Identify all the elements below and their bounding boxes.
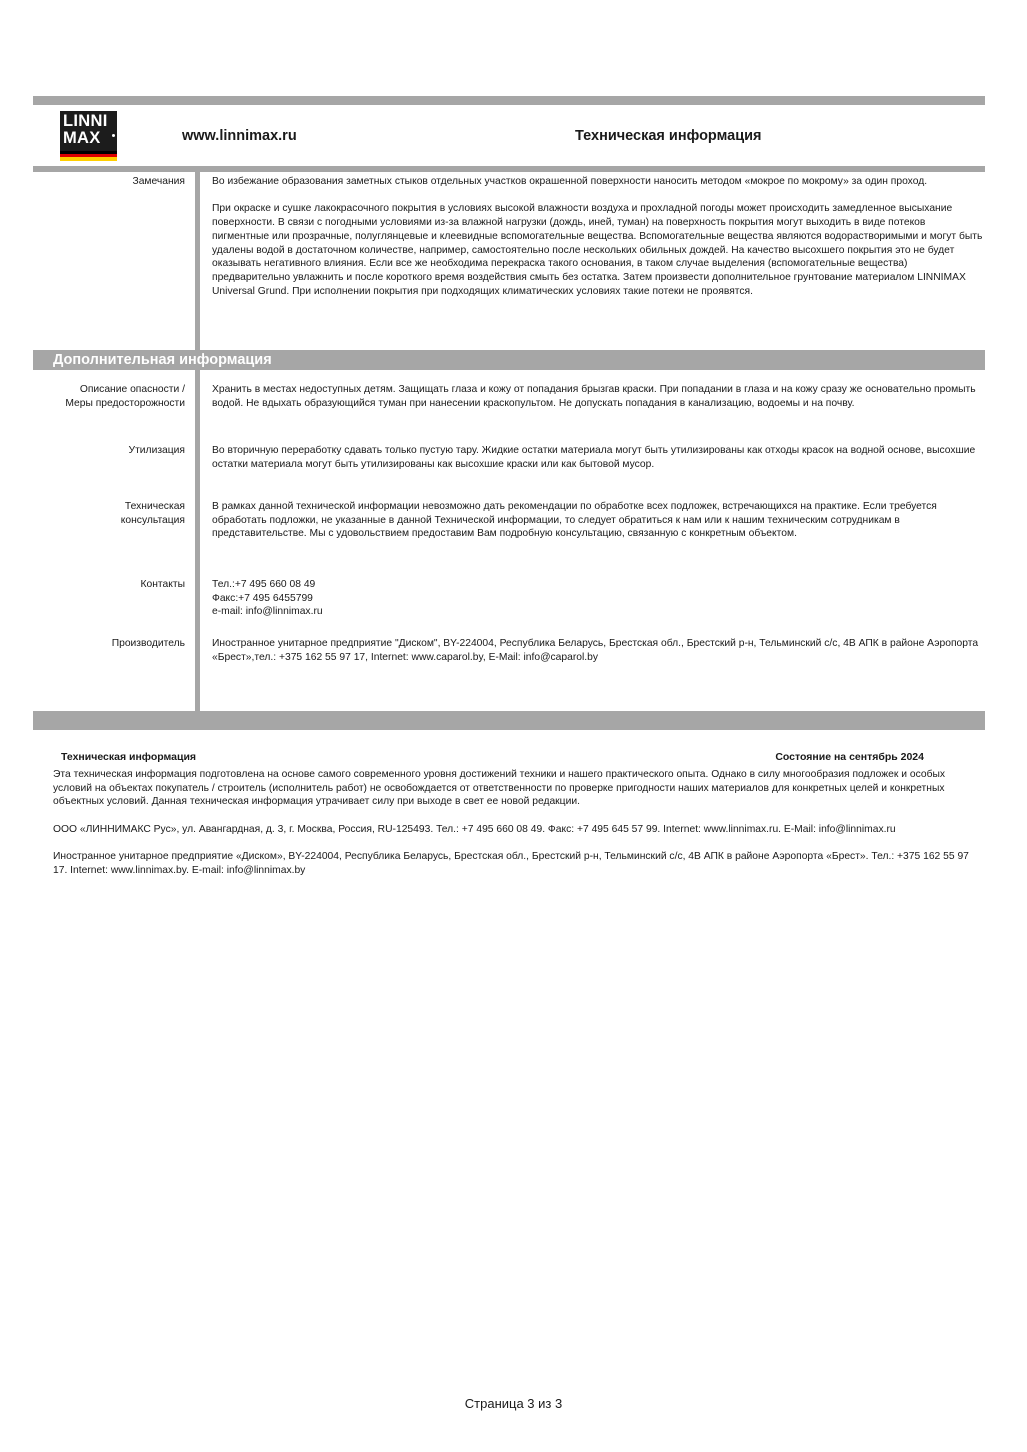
site-url[interactable]: www.linnimax.ru (182, 128, 297, 144)
linnimax-logo (60, 111, 117, 161)
section-title: Дополнительная информация (53, 352, 272, 368)
contacts-text (212, 578, 984, 619)
contact-fax: Факс:+7 495 6455799 (212, 592, 313, 604)
header-rule (33, 166, 985, 172)
remarks-text (212, 175, 984, 298)
footer-doc-title: Техническая информация (61, 751, 197, 763)
top-rule (33, 96, 985, 105)
bottom-rule (33, 711, 985, 730)
hazard-text: Хранить в местах недоступных детям. Защищать глаза и кожу от попадания брызгав краски. При попадании в глаза и на кожу сразу же основательно промыть водой. Не вдыхать образующийся туман при нанесении краскопультом. Не допускать попадания в канализацию, водоемы и на почву. (212, 384, 976, 409)
contacts-label: Контакты (140, 579, 185, 590)
remarks-label: Замечания (132, 176, 185, 187)
column-divider (195, 172, 200, 350)
section-header-bar (33, 350, 985, 370)
disposal-text: Во вторичную переработку сдавать только пустую тару. Жидкие остатки материала могут быть утилизированы как отходы красок на водной основе, высохшие остатки материала могут быть утилизированы как высохшие краски или как бытовой мусор. (212, 445, 976, 470)
page-number: Страница 3 из 3 (464, 1396, 563, 1411)
logo-line-2: MAX (63, 129, 101, 147)
hazard-label: Описание опасности / Меры предосторожности (65, 384, 185, 409)
remarks-paragraph-2: При окраске и сушке лакокрасочного покрытия в условиях высокой влажности воздуха и прохладной погоды может происходить замедленное высыхание поверхности. В связи с погодными условиями из-за влажной нагрузки (дождь, иней, туман) на поверхность покрытия могут выходить в виде потеков пигментные или прозрачные, полуглянцевые и клеевидные вспомогательные вещества. Вспомогательные вещества являются водорастворимыми и могут быть удалены водой в достаточном количестве, например, самостоятельно после нескольких обильных дождей. На качество высохшего покрытия это не будет оказывать негативного влияния. Если все же необходима перекраска такого основания, в таком случае выделения (вспомогательные вещества) предварительно увлажнить и после короткого время воздействия смыть без остатка. Затем произвести дополнительное грунтование материалом LINNIMAX Universal Grund. При исполнении покрытия при подходящих климатических условиях такие потеки не проявятся. (212, 203, 983, 297)
remarks-paragraph-1: Во избежание образования заметных стыков отдельных участков окрашенной поверхности наносить методом «мокрое по мокрому» за один проход. (212, 176, 928, 187)
footer-company-ru: ООО «ЛИННИМАКС Рус», ул. Авангардная, д. 3, г. Москва, Россия, RU-125493. Тел.: +7 495 660 08 49. Факс: +7 495 645 57 99. Internet: www.linnimax.ru. E-Mail: info@linnimax.ru (53, 824, 896, 835)
header-title: Техническая информация (575, 128, 762, 144)
manufacturer-label: Производитель (111, 638, 185, 649)
contact-phone: Тел.:+7 495 660 08 49 (212, 579, 316, 590)
logo-line-1: LINNI (63, 112, 108, 130)
manufacturer-text: Иностранное унитарное предприятие "Диском", BY-224004, Республика Беларусь, Брестская обл., Брестский р-н, Тельминский с/с, 4В АПК в районе Аэропорта «Брест»,тел.: +375 162 55 97 17, Internet: www.caparol.by, E-Mail: info@caparol.by (212, 638, 979, 663)
consultation-text: В рамках данной технической информации невозможно дать рекомендации по обработке всех подложек, встречающихся на практике. Если требуется обработать подложки, не указанные в данной Технической информации, то следует обратиться к нам или к нашим техническим сотрудникам в представительстве. Мы с удовольствием предоставим Вам подробную консультацию, связанную с конкретным объектом. (212, 501, 937, 540)
column-divider (195, 370, 200, 711)
footer-status-date: Состояние на сентябрь 2024 (775, 751, 924, 763)
footer-company-by: Иностранное унитарное предприятие «Диском», BY-224004, Республика Беларусь, Брестская обл., Брестский р-н, Тельминский с/с, 4В АПК в районе Аэропорта «Брест». Тел.: +375 162 55 97 17. Internet: www.linnimax.by. E-mail: info@linnimax.by (53, 851, 969, 876)
contact-email[interactable]: e-mail: info@linnimax.ru (212, 606, 323, 618)
flag-stripe-gold (60, 157, 117, 161)
footer-disclaimer: Эта техническая информация подготовлена на основе самого современного уровня достижений техники и нашего практического опыта. Однако в силу многообразия подложек и особых условий на объектах покупатель / строитель (исполнитель работ) не освобождается от ответственности по проверке пригодности наших материалов для конкретных целей и конкретных объектных условий. Данная техническая информация утрачивает силу при выходе в свет ее новой редакции. (53, 769, 946, 808)
consultation-label: Техническая консультация (120, 501, 185, 526)
disposal-label: Утилизация (128, 445, 185, 456)
registered-mark-icon (112, 134, 115, 137)
